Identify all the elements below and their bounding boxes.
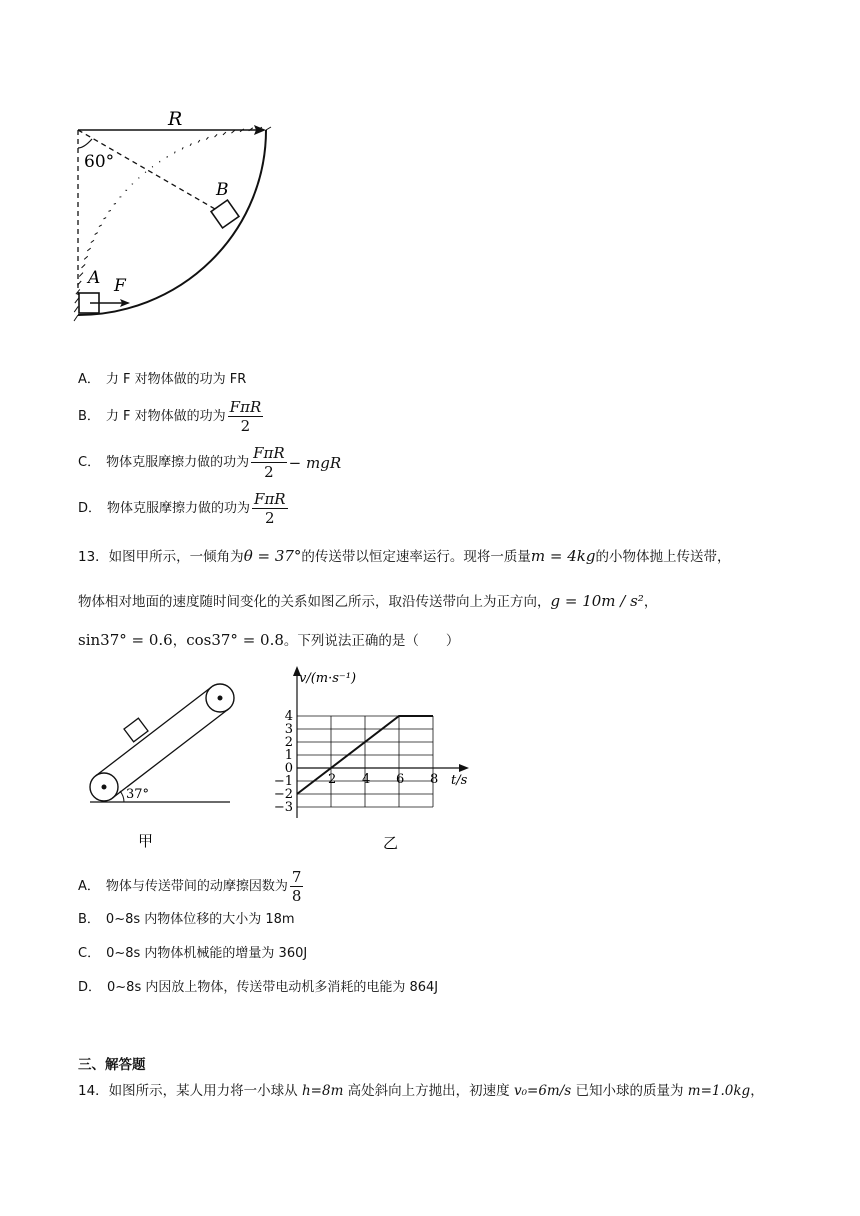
math-gravity: g = 10m / s² xyxy=(550,592,644,610)
option-text: 力 F 对物体做的功为 xyxy=(105,408,226,424)
fraction-denominator: 2 xyxy=(240,417,251,435)
fraction xyxy=(290,868,304,905)
text-run: 。下列说法正确的是（ ） xyxy=(283,633,460,649)
hatch-mark xyxy=(266,127,271,130)
hatch-mark xyxy=(104,218,107,219)
hatch-mark xyxy=(74,315,78,321)
math-mass: m=1.0kg xyxy=(687,1083,751,1099)
q12-option-b[interactable] xyxy=(78,398,265,435)
fraction-denominator: 8 xyxy=(291,887,302,905)
option-letter: B． xyxy=(78,912,100,927)
math-mass: m = 4kg xyxy=(530,547,596,565)
label-angle: 60° xyxy=(84,152,115,172)
y-tick-label: 1 xyxy=(284,748,293,763)
q14-stem xyxy=(78,1081,764,1101)
y-tick-label: 0 xyxy=(284,761,293,776)
hatch-mark xyxy=(82,264,86,268)
q13-option-a[interactable] xyxy=(78,868,305,905)
text-run: 高处斜向上方抛出，初速度 xyxy=(343,1083,514,1099)
option-text: 0~8s 内物体位移的大小为 18m xyxy=(105,912,295,927)
hatch-mark xyxy=(190,144,191,146)
caption-jia: 甲 xyxy=(138,832,154,850)
hatch-mark xyxy=(223,132,226,135)
option-text: 0~8s 内因放上物体，传送带电动机多消耗的电能为 864J xyxy=(107,980,439,995)
option-letter: A． xyxy=(78,372,100,387)
hatch-mark xyxy=(91,240,94,242)
option-letter: A． xyxy=(78,878,100,894)
y-tick-label: −3 xyxy=(273,800,293,815)
hatch-mark xyxy=(74,306,78,312)
label-f: F xyxy=(114,276,126,296)
option-letter: B． xyxy=(78,408,100,424)
caption-yi: 乙 xyxy=(383,834,399,852)
fraction xyxy=(251,444,287,481)
q13-option-d[interactable] xyxy=(78,978,438,998)
fraction-numerator: FπR xyxy=(254,490,286,508)
math-velocity: v₀=6m/s xyxy=(513,1083,572,1099)
text-run: 14．如图所示，某人用力将一小球从 xyxy=(78,1083,302,1099)
q12-option-d[interactable] xyxy=(78,490,290,527)
chart-ticks xyxy=(274,709,438,815)
q13-stem-line2 xyxy=(78,591,657,612)
hatch-mark xyxy=(215,134,218,137)
label-r: R xyxy=(168,108,183,130)
fraction-numerator: FπR xyxy=(229,398,262,416)
y-tick-label: 2 xyxy=(284,735,293,750)
hatch-mark xyxy=(138,178,139,179)
belt-top xyxy=(96,687,212,776)
y-tick-label: 4 xyxy=(284,709,293,724)
label-a: A xyxy=(88,268,101,288)
y-axis-label: v/(m·s⁻¹) xyxy=(299,671,357,686)
option-letter: D． xyxy=(78,500,102,516)
hatch-mark xyxy=(198,140,200,142)
text-run: 物体相对地面的速度随时间变化的关系如图乙所示，取沿传送带向上为正方向， xyxy=(78,594,551,610)
q13-option-c[interactable] xyxy=(78,944,307,964)
fraction-denominator: 2 xyxy=(264,463,274,481)
x-axis-arrow xyxy=(459,764,469,772)
y-tick-label: 3 xyxy=(284,722,293,737)
math-height: h=8m xyxy=(301,1083,344,1099)
q12-option-a[interactable] xyxy=(78,370,246,390)
section-title: 三、解答题 xyxy=(78,1057,146,1073)
upper-pulley-axle xyxy=(218,696,223,701)
hatch-mark xyxy=(182,147,183,149)
x-tick-label: 4 xyxy=(362,772,371,787)
hatch-mark xyxy=(114,204,116,205)
fraction-denominator: 2 xyxy=(265,509,275,527)
x-tick-label: 6 xyxy=(396,772,405,787)
math-cos: cos37° = 0.8 xyxy=(186,631,284,649)
option-letter: C． xyxy=(78,454,101,470)
text-run: ， xyxy=(750,1083,764,1099)
text-run: 已知小球的质量为 xyxy=(571,1083,688,1099)
angle-arc xyxy=(78,139,92,148)
chart-grid xyxy=(297,716,433,807)
option-text: 物体克服摩擦力做的功为 xyxy=(107,500,251,516)
angle-arc xyxy=(120,791,124,802)
x-tick-label: 8 xyxy=(430,772,439,787)
hatch-mark xyxy=(79,273,83,277)
q13-stem-line3 xyxy=(78,630,459,651)
option-text: 0~8s 内物体机械能的增量为 360J xyxy=(106,946,308,961)
math-theta: θ = 37° xyxy=(243,547,302,565)
velocity-time-chart xyxy=(255,660,480,855)
text-run: 的传送带以恒定速率运行。现将一质量 xyxy=(301,549,531,565)
block-b xyxy=(211,200,239,228)
q12-option-c[interactable] xyxy=(78,444,341,481)
hatch-mark xyxy=(95,233,98,235)
math-sin: sin37° = 0.6 xyxy=(78,631,173,649)
text-run: 13．如图甲所示，一倾角为 xyxy=(78,549,244,565)
text-run: ， xyxy=(643,594,658,610)
option-text: 物体与传送带间的动摩擦因数为 xyxy=(105,878,288,894)
fraction-numerator: 7 xyxy=(291,868,302,886)
x-tick-label: 2 xyxy=(328,772,337,787)
fraction-numerator: FπR xyxy=(253,444,285,462)
hatch-mark xyxy=(206,137,208,140)
hatch-mark xyxy=(84,256,88,259)
option-text: 力 F 对物体做的功为 FR xyxy=(105,372,247,387)
hatch-mark xyxy=(99,225,102,227)
arc-track-figure xyxy=(70,105,290,335)
label-b: B xyxy=(216,180,229,200)
option-letter: D． xyxy=(78,980,102,995)
fraction xyxy=(252,490,288,527)
y-tick-label: −2 xyxy=(273,787,293,802)
lower-pulley-axle xyxy=(102,785,107,790)
hatch-mark xyxy=(145,172,146,173)
hatch-mark xyxy=(175,152,176,154)
option-letter: C． xyxy=(78,946,101,961)
q13-option-b[interactable] xyxy=(78,910,295,930)
hatch-mark xyxy=(108,210,110,211)
angle-label: 37° xyxy=(126,787,150,802)
x-axis-label: t/s xyxy=(451,773,468,788)
text-run: 的小物体抛上传送带， xyxy=(595,549,731,565)
text-run: ， xyxy=(172,633,187,649)
option-text: 物体克服摩擦力做的功为 xyxy=(106,454,250,470)
fraction xyxy=(228,398,264,435)
y-tick-label: −1 xyxy=(273,774,293,789)
q13-stem-line1 xyxy=(78,546,731,567)
option-tail-math: − mgR xyxy=(288,453,342,472)
belt-bottom xyxy=(113,709,229,798)
conveyor-belt-figure xyxy=(80,670,250,855)
hatch-mark xyxy=(87,248,90,251)
